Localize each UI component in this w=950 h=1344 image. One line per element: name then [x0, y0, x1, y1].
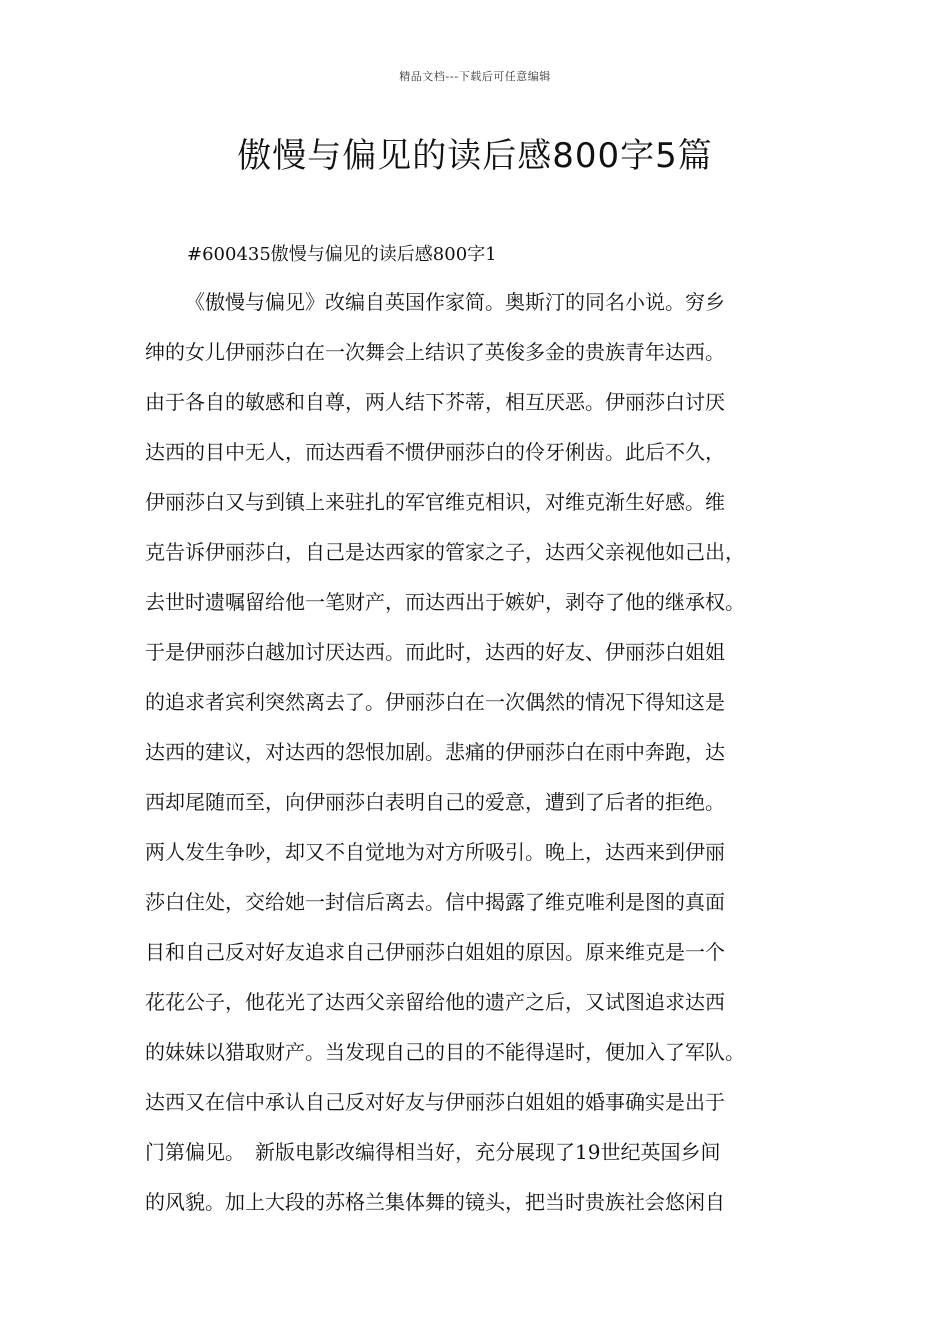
document-title: 傲慢与偏见的读后感800字5篇	[237, 136, 713, 176]
body-line: 西却尾随而至，向伊丽莎白表明自己的爱意，遭到了后者的拒绝。	[145, 790, 725, 814]
body-line: 两人发生争吵，却又不自觉地为对方所吸引。晚上，达西来到伊丽	[145, 840, 725, 864]
body-line: 达西的建议，对达西的怨恨加剧。悲痛的伊丽莎白在雨中奔跑，达	[145, 740, 725, 764]
body-line: 莎白住处，交给她一封信后离去。信中揭露了维克唯利是图的真面	[145, 890, 725, 914]
page-header: 精品文档---下载后可任意编辑	[399, 70, 551, 83]
body-line: 的追求者宾利突然离去了。伊丽莎白在一次偶然的情况下得知这是	[145, 690, 725, 714]
body-line: 伊丽莎白又与到镇上来驻扎的军官维克相识，对维克渐生好感。维	[145, 490, 725, 514]
body-line: 花花公子，他花光了达西父亲留给他的遗产之后，又试图追求达西	[145, 990, 725, 1014]
body-line: 达西又在信中承认自己反对好友与伊丽莎白姐姐的婚事确实是出于	[145, 1090, 725, 1114]
body-line: 于是伊丽莎白越加讨厌达西。而此时，达西的好友、伊丽莎白姐姐	[145, 640, 725, 664]
body-line: 的风貌。加上大段的苏格兰集体舞的镜头，把当时贵族社会悠闲自	[145, 1190, 725, 1214]
body-line: 目和自己反对好友追求自己伊丽莎白姐姐的原因。原来维克是一个	[145, 940, 725, 964]
body-line: 门第偏见。 新版电影改编得相当好，充分展现了19世纪英国乡间	[145, 1140, 721, 1164]
body-line: 达西的目中无人，而达西看不惯伊丽莎白的伶牙俐齿。此后不久，	[145, 440, 725, 464]
body-text	[145, 282, 825, 1232]
body-line: 去世时遗嘱留给他一笔财产，而达西出于嫉妒，剥夺了他的继承权。	[145, 590, 745, 614]
body-line: 的妹妹以猎取财产。当发现自己的目的不能得逞时，便加入了军队。	[145, 1040, 745, 1064]
body-line: 绅的女儿伊丽莎白在一次舞会上结识了英俊多金的贵族青年达西。	[145, 340, 725, 364]
body-line: 克告诉伊丽莎白，自己是达西家的管家之子，达西父亲视他如己出，	[145, 540, 745, 564]
section-heading: #600435傲慢与偏见的读后感800字1	[187, 244, 497, 265]
body-line: 《傲慢与偏见》改编自英国作家简。奥斯汀的同名小说。穷乡	[185, 290, 725, 314]
body-line: 由于各自的敏感和自尊，两人结下芥蒂，相互厌恶。伊丽莎白讨厌	[145, 390, 725, 414]
